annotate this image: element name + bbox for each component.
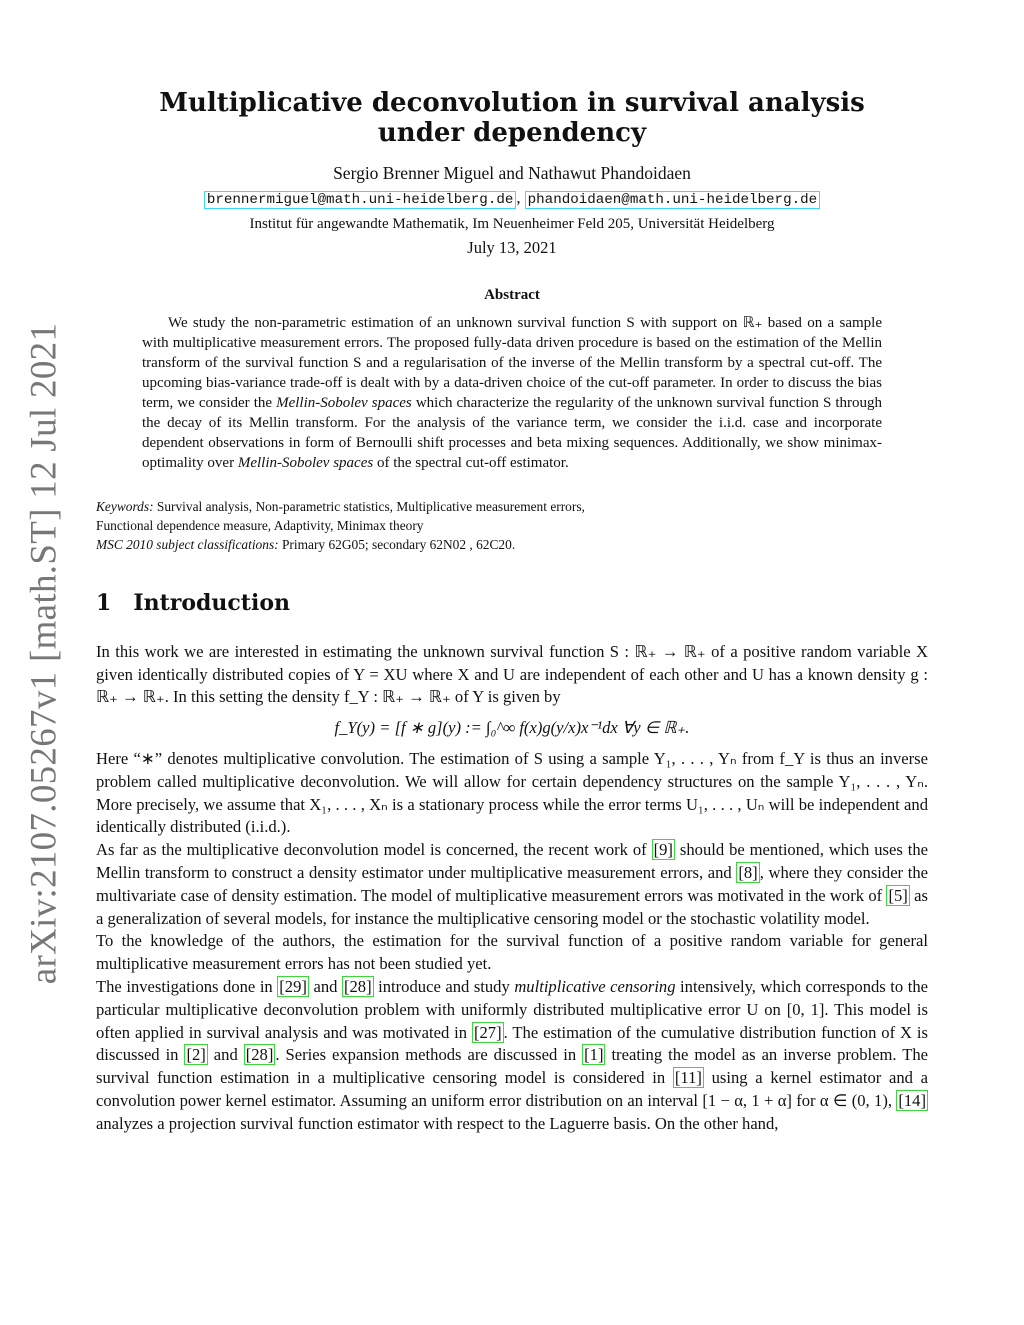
paper-title	[96, 88, 928, 148]
citation-link[interactable]: [1]	[584, 1045, 604, 1065]
intro-paragraph-1: In this work we are interested in estimating the unknown survival function S : ℝ₊ → ℝ₊ of a positive random variable X given identically distributed copies of Y = XU where X and U are independent of each other and U has a known density g : ℝ₊ → ℝ₊. In this setting the density f_Y : ℝ₊ → ℝ₊ of Y is given by	[96, 641, 928, 707]
abstract-part-1: We study the non-parametric estimation of an unknown survival function S with support on ℝ₊ based on a sample with multiplicative measurement errors. The proposed fully-data driven procedure is based on the estimation of the Mellin transform of the survival function S and a regularisation of the inverse of the Mellin transform by a spectral cut-off. The upcoming bias-variance trade-off is dealt with by a data-driven choice of the cut-off parameter. In order to discuss the bias term, we consider the	[142, 314, 882, 411]
msc-label: MSC 2010 subject classifications:	[96, 536, 279, 552]
abstract-body	[142, 313, 882, 473]
p5-text-j: analyzes a projection survival function estimator with respect to the Laguerre basis. On the other hand,	[96, 1113, 779, 1133]
citation-link[interactable]: [5]	[888, 885, 908, 905]
citation-link[interactable]: [2]	[186, 1045, 206, 1065]
p5-text-h: treating the model as an inverse problem. The survival function estimation in a multiplicative censoring model is considered in	[96, 1045, 928, 1088]
section-heading	[96, 589, 928, 616]
p5-text-a: The investigations done in	[96, 976, 278, 996]
section-title: Introduction	[133, 589, 290, 616]
arxiv-identifier: arXiv:2107.05267v1 [math.ST] 12 Jul 2021	[23, 322, 65, 984]
keywords-line-1	[96, 497, 928, 516]
citation-link[interactable]: [28]	[343, 976, 372, 996]
citation-link[interactable]: [29]	[279, 976, 307, 996]
msc-text: Primary 62G05; secondary 62N02 , 62C20.	[278, 536, 516, 552]
email-separator: ,	[516, 187, 525, 207]
email-link-2[interactable]: phandoidaen@math.uni-heidelberg.de	[525, 191, 820, 209]
institution: Institut für angewandte Mathematik, Im Neuenheimer Feld 205, Universität Heidelberg	[249, 215, 775, 232]
title-line-2: under dependency	[377, 118, 647, 148]
keywords-line-2: Functional dependence measure, Adaptivity, Minimax theory	[96, 517, 424, 533]
p5-text-g: . Series expansion methods are discussed in	[275, 1045, 583, 1065]
intro-paragraph-2: Here “∗” denotes multiplicative convolution. The estimation of S using a sample Y₁, . . . , Yₙ from f_Y is thus an inverse problem called multiplicative deconvolution. We will allow for certain dependency structures on the sample Y₁, . . . , Yₙ. More precisely, we assume that X₁, . . . , Xₙ is a stationary process while the error terms U₁, . . . , Uₙ will be independent and identically distributed (i.i.d.).	[96, 748, 928, 837]
abstract-part-3: of the spectral cut-off estimator.	[373, 454, 569, 471]
intro-paragraph-5	[96, 976, 928, 1136]
citation-link[interactable]: [11]	[674, 1068, 702, 1088]
citation-link[interactable]: [28]	[245, 1045, 274, 1065]
abstract-term-2: Mellin-Sobolev spaces	[237, 454, 374, 471]
citation-link[interactable]: [27]	[473, 1022, 502, 1042]
msc-line	[96, 535, 928, 554]
p3-text-d: as a generalization of several models, for instance the multiplicative censoring model or the stochastic volatility model.	[96, 885, 928, 928]
keywords-text-1: Survival analysis, Non-parametric statistics, Multiplicative measurement errors,	[153, 498, 585, 514]
abstract-heading: Abstract	[484, 287, 540, 304]
abstract-term-1: Mellin-Sobolev spaces	[276, 394, 412, 411]
paper-page	[96, 88, 928, 1136]
citation-link[interactable]: [14]	[898, 1090, 926, 1110]
authors: Sergio Brenner Miguel and Nathawut Phandoidaen	[333, 163, 691, 183]
p5-text-e: . The estimation of the cumulative distribution function of X is discussed in	[96, 1022, 928, 1065]
convolution-formula: f_Y(y) = [f ∗ g](y) := ∫₀^∞ f(x)g(y/x)x⁻¹dx ∀y ∈ ℝ₊.	[334, 718, 690, 738]
p3-text-b: should be mentioned, which uses the Mellin transform to construct a density estimator under multiplicative measurement errors, and	[96, 840, 929, 882]
intro-paragraph-3	[96, 839, 928, 930]
email-link-1[interactable]: brennermiguel@math.uni-heidelberg.de	[204, 191, 517, 209]
p5-text-i: using a kernel estimator and a convolution power kernel estimator. Assuming an uniform error distribution on an interval [1 − α, 1 + α] for α ∈ (0, 1),	[96, 1068, 928, 1110]
abstract-part-2: which characterize the regularity of the unknown survival function S through the decay of its Mellin transform. For the analysis of the variance term, we consider the i.i.d. case and incorporate dependent observations in form of Bernoulli shift processes and beta mixing sequences. Additionally, we show minimax-optimality over	[142, 394, 883, 471]
p5-text-d: intensively, which corresponds to the particular multiplicative deconvolution problem with uniformly distributed multiplicative error U on [0, 1]. This model is often applied in survival analysis and was motivated in	[96, 976, 928, 1042]
keywords-block	[96, 497, 928, 554]
p3-text-a: As far as the multiplicative deconvolution model is concerned, the recent work of	[96, 840, 652, 860]
citation-link[interactable]: [9]	[653, 840, 673, 860]
p3-text-c: , where they consider the multivariate case of density estimation. The model of multiplicative measurement errors was motivated in the work of	[96, 862, 928, 905]
p5-term: multiplicative censoring	[514, 976, 676, 996]
arxiv-side-stamp	[14, 322, 74, 984]
p5-text-c: introduce and study	[373, 976, 515, 996]
intro-paragraph-4: To the knowledge of the authors, the estimation for the survival function of a positive random variable for general multiplicative measurement errors has not been studied yet.	[96, 931, 928, 974]
date: July 13, 2021	[467, 238, 557, 258]
emails	[96, 187, 928, 212]
keywords-label: Keywords:	[96, 498, 154, 514]
introduction-body	[96, 641, 928, 1136]
citation-link[interactable]: [8]	[738, 862, 758, 882]
p5-text-f: and	[207, 1045, 244, 1065]
title-line-1: Multiplicative deconvolution in survival analysis	[159, 88, 865, 118]
section-number: 1	[96, 589, 112, 616]
p5-text-b: and	[308, 976, 342, 996]
